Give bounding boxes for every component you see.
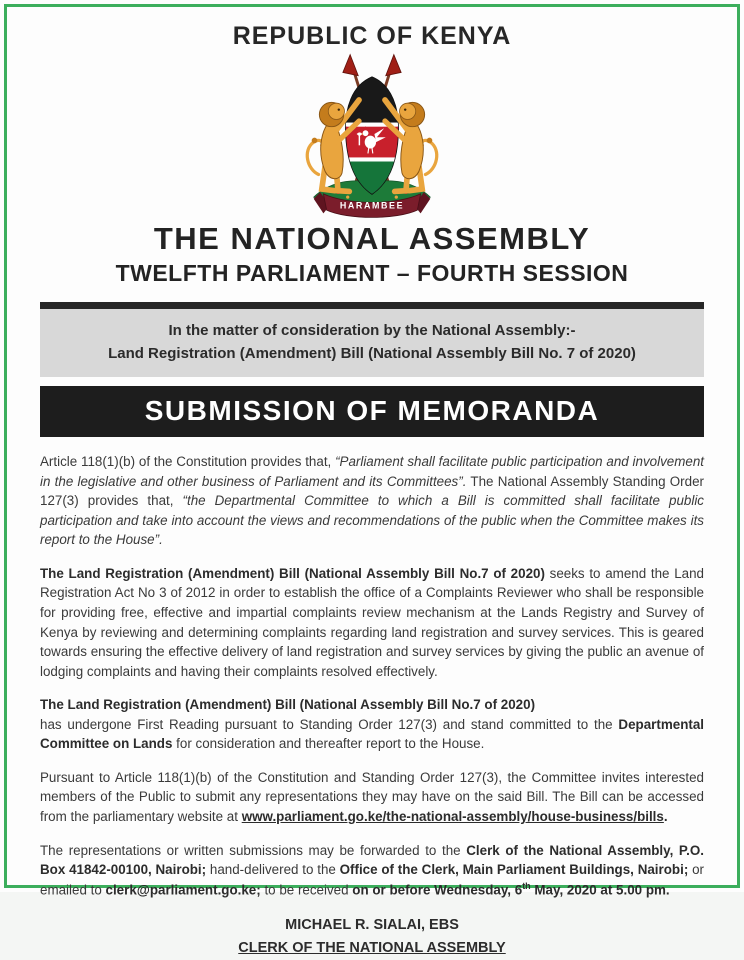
website-link-text: www.parliament.go.ke/the-national-assembly/house-business/bills	[241, 809, 664, 824]
text-run: has undergone First Reading pursuant to Standing Order 127(3) and stand committed to the	[40, 716, 619, 732]
committee-run: Departmental Committee on Lands	[40, 716, 704, 752]
paragraph-submission-details	[40, 841, 704, 900]
clerk-address-run: Clerk of the National Assembly, P.O. Box 41842-00100, Nairobi;	[40, 842, 704, 878]
session-subtitle: TWELFTH PARLIAMENT – FOURTH SESSION	[115, 260, 629, 286]
bill-title-run: The Land Registration (Amendment) Bill (National Assembly Bill No.7 of 2020)	[40, 565, 545, 581]
signature-block	[40, 914, 704, 960]
republic-title: REPUBLIC OF KENYA	[232, 22, 512, 50]
quote-run: “the Departmental Committee to which a Bill is committed shall facilitate public participation and take into account the views and recommendations of the public when the Committee makes its report to the House”.	[40, 493, 704, 548]
paragraph-constitution	[40, 452, 704, 550]
signatory-title: CLERK OF THE NATIONAL ASSEMBLY	[238, 939, 506, 956]
matter-line-1: In the matter of consideration by the National Assembly:-	[168, 322, 576, 339]
deadline-run: May, 2020 at 5.00 pm.	[530, 882, 670, 898]
quote-run: “Parliament shall facilitate public participation and involvement in the legislative and other business of Parliament and its Committees”.	[40, 454, 704, 489]
memoranda-banner-title: SUBMISSION OF MEMORANDA	[144, 395, 600, 426]
assembly-title: THE NATIONAL ASSEMBLY	[153, 221, 591, 256]
text-run: or emailed to	[40, 862, 704, 898]
memoranda-banner	[40, 386, 704, 437]
paragraph-invitation	[40, 768, 704, 827]
text-run: to be received	[260, 882, 353, 898]
harambee-motto: HARAMBEE	[339, 200, 405, 211]
email-run: clerk@parliament.go.ke;	[105, 882, 261, 898]
text-run: The representations or written submissions may be forwarded to the	[40, 842, 467, 858]
office-address-run: Office of the Clerk, Main Parliament Buildings, Nairobi;	[339, 862, 689, 878]
bill-title-run: The Land Registration (Amendment) Bill (National Assembly Bill No.7 of 2020)	[40, 697, 536, 713]
paragraph-bill-purpose	[40, 564, 704, 681]
text-run: for consideration and thereafter report to the House.	[172, 736, 485, 752]
matter-line-2: Land Registration (Amendment) Bill (National Assembly Bill No. 7 of 2020)	[108, 344, 636, 362]
text-run: seeks to amend the Land Registration Act No 3 of 2012 in order to establish the office of a Complaints Reviewer who shall be responsible for providing free, effective and impartial complaints review mechanism at the Lands Registry and Survey of Kenya by reviewing and determining complaints regarding land registration and survey services. This is geared towards ensuring the effective delivery of land registration and survey services by giving the public an avenue of lodging complaints and having their complaints resolved effectively.	[40, 565, 704, 679]
document-content	[40, 22, 704, 960]
body-paragraphs	[40, 452, 704, 900]
paragraph-first-reading	[40, 695, 704, 754]
maasai-shield	[340, 76, 405, 198]
signatory-name: MICHAEL R. SIALAI, EBS	[285, 916, 459, 933]
text-run: .	[663, 809, 668, 824]
matter-box	[40, 302, 704, 377]
kenya-coat-of-arms-icon	[291, 53, 453, 219]
ordinal-suffix: th	[522, 880, 531, 891]
text-run: Article 118(1)(b) of the Constitution provides that,	[40, 454, 336, 469]
deadline-run: on or before Wednesday, 6	[352, 882, 523, 898]
text-run: hand-delivered to the	[206, 862, 340, 878]
text-run: The National Assembly Standing Order 127(3) provides that,	[40, 473, 704, 509]
coat-of-arms-wrap	[40, 53, 704, 219]
text-run: Pursuant to Article 118(1)(b) of the Constitution and Standing Order 127(3), the Committee invites interested members of the Public to submit any representations they may have on the said Bill. The Bill can be accessed from the parliamentary website at	[40, 769, 704, 824]
